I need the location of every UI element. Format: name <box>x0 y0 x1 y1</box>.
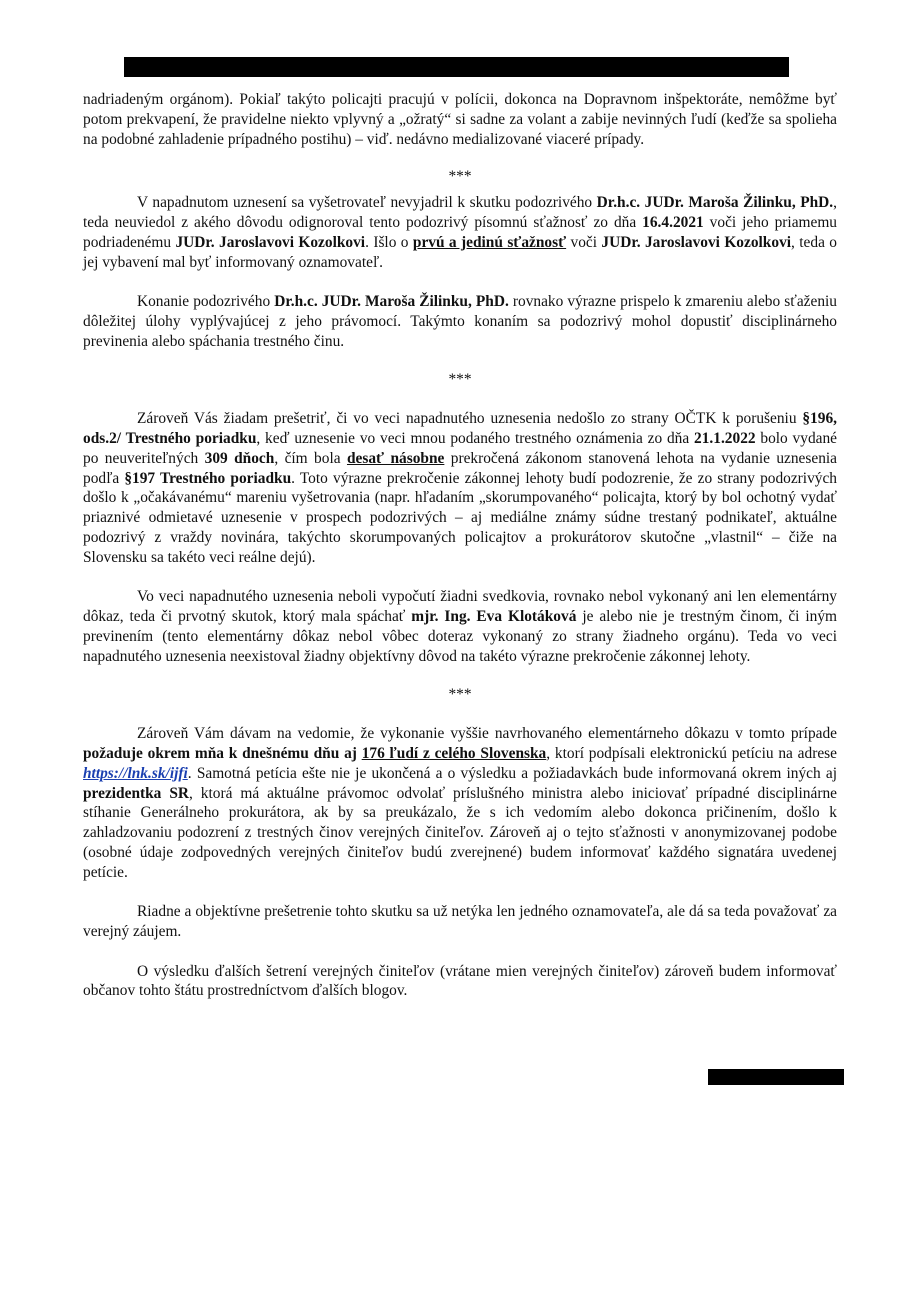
petition-link[interactable]: https://lnk.sk/ijfi <box>83 764 188 782</box>
paragraph-no-witnesses: Vo veci napadnutého uznesenia neboli vypočutí žiadni svedkovia, rovnako nebol vykonaný ani len elementárny dôkaz, teda či prvotný skutok, ktorý mala spáchať mjr. Ing. Eva Klotáková je alebo nie je trestným činom, či iným previnením (tento elementárny dôkaz nebol vôbec doteraz vykonaný zo strany žiadneho orgánu). Teda vo veci napadnutého uznesenia neexistoval žiadny objektívny dôvod na takéto výrazne prekročenie zákonnej lehoty. <box>83 588 837 665</box>
redaction-bar-header <box>124 57 789 77</box>
emphasis-underlined: desať násobne <box>346 449 445 467</box>
section-separator: *** <box>448 685 472 703</box>
person-name-bold: Dr.h.c. JUDr. Maroša Žilinku, PhD. <box>274 293 509 311</box>
document-body <box>83 90 837 1001</box>
paragraph-closing: O výsledku ďalších šetrení verejných činiteľov (vrátane mien verejných činiteľov) zároveň budem informovať občanov tohto štátu prostredníctvom ďalších blogov. <box>83 962 837 1000</box>
paragraph-deadline-violation: Zároveň Vás žiadam prešetriť, či vo veci napadnutého uznesenia nedošlo zo strany OČTK k porušeniu §196, ods.2/ Trestného poriadku, keď uznesenie vo veci mnou podaného trestného oznámenia zo dňa 21.1.2022 bolo vydané po neuveriteľných 309 dňoch, čím bola desať násobne prekročená zákonom stanovená lehota na vydanie uznesenia podľa §197 Trestného poriadku. Toto výrazne prekročenie zákonnej lehoty budí podozrenie, že zo strany podozrivých došlo k „očakávanému“ mareniu vyšetrovania (napr. hľadaním „skorumpovaného“ policajta, ktorý by bol ochotný vydať priaznivé odmietavé uznesenie v prospech podozrivých – aj mediálne známy súdne trestaný podnikateľ, aktuálne podozrivý z vraždy novinára, takýchto skorumpovaných policajtov a prokurátorov skutočne „vlastnil“ – čiže na Slovensku sa takéto veci reálne dejú). <box>83 410 838 566</box>
emphasis-bold: prezidentka SR <box>83 784 189 802</box>
paragraph-continuation: nadriadeným orgánom). Pokiaľ takýto policajti pracujú v polícii, dokonca na Dopravnom inšpektoráte, nemôžme byť potom prekvapení, že pravidelne niekto vplyvný a „ožratý“ si sadne za volant a zabije nevinných ľudí (keďže sa spolieha na podobné zahladenie prípadného postihu) – viď. nedávno medializované viaceré prípady. <box>83 91 837 148</box>
person-name-bold: mjr. Ing. Eva Klotáková <box>411 608 577 626</box>
date-bold: 21.1.2022 <box>694 429 756 447</box>
legal-reference-bold: §196, ods.2/ Trestného poriadku <box>83 410 837 447</box>
paragraph-complaint-ignored: V napadnutom uznesení sa vyšetrovateľ nevyjadril k skutku podozrivého Dr.h.c. JUDr. Maroša Žilinku, PhD., teda neuviedol z akého dôvodu odignoroval tento podozrivý písomnú sťažnosť zo dňa 16.4.2021 voči jeho priamemu podriadenému JUDr. Jaroslavovi Kozolkovi. Išlo o prvú a jedinú sťažnosť voči JUDr. Jaroslavovi Kozolkovi, teda o jej vybavení mal byť informovaný oznamovateľ. <box>83 194 838 271</box>
paragraph-public-interest: Riadne a objektívne prešetrenie tohto skutku sa už netýka len jedného oznamovateľa, ale dá sa teda považovať za verejný záujem. <box>83 903 837 941</box>
duration-bold: 309 dňoch <box>204 449 275 467</box>
person-name-bold: JUDr. Jaroslavovi Kozolkovi <box>175 233 366 251</box>
legal-reference-bold: §197 Trestného poriadku <box>124 469 292 487</box>
person-name-bold: JUDr. Jaroslavovi Kozolkovi <box>601 233 792 251</box>
redaction-bar-signature <box>708 1069 844 1085</box>
date-bold: 16.4.2021 <box>642 213 704 231</box>
person-name-bold: Dr.h.c. JUDr. Maroša Žilinku, PhD. <box>596 194 834 212</box>
section-separator: *** <box>448 168 472 186</box>
emphasis-underlined: prvú a jedinú sťažnosť <box>412 233 567 251</box>
emphasis-bold: požaduje okrem mňa k dnešnému dňu aj <box>83 744 362 762</box>
emphasis-underlined: 176 ľudí z celého Slovenska <box>361 744 547 762</box>
paragraph-petition: Zároveň Vám dávam na vedomie, že vykonanie vyššie navrhovaného elementárneho dôkazu v tomto prípade požaduje okrem mňa k dnešnému dňu aj 176 ľudí z celého Slovenska, ktorí podpísali elektronickú petíciu na adrese https://lnk.sk/ijfi. Samotná petícia ešte nie je ukončená a o výsledku a požiadavkách bude informovaná okrem iných aj prezidentka SR, ktorá má aktuálne právomoc odvolať príslušného ministra alebo iniciovať prípadné disciplinárne stíhanie Generálneho prokurátora, ak by sa preukázalo, že s ich vedomím alebo dokonca pričinením, došlo k zahladzovaniu podozrení z trestných činov verejných činiteľov. Zároveň aj o tejto sťažnosti v anonymizovanej podobe (osobné údaje zodpovedných verejných činiteľov budú zverejnené) budem informovať každého signatára uvedenej petície. <box>83 725 837 881</box>
section-separator: *** <box>448 370 472 388</box>
paragraph-conduct: Konanie podozrivého Dr.h.c. JUDr. Maroša Žilinku, PhD. rovnako výrazne prispelo k zmareniu alebo sťaženiu dôležitej úlohy vyplývajúcej z jeho právomocí. Takýmto konaním sa podozrivý mohol dopustiť disciplinárneho previnenia alebo spáchania trestného činu. <box>83 293 837 350</box>
